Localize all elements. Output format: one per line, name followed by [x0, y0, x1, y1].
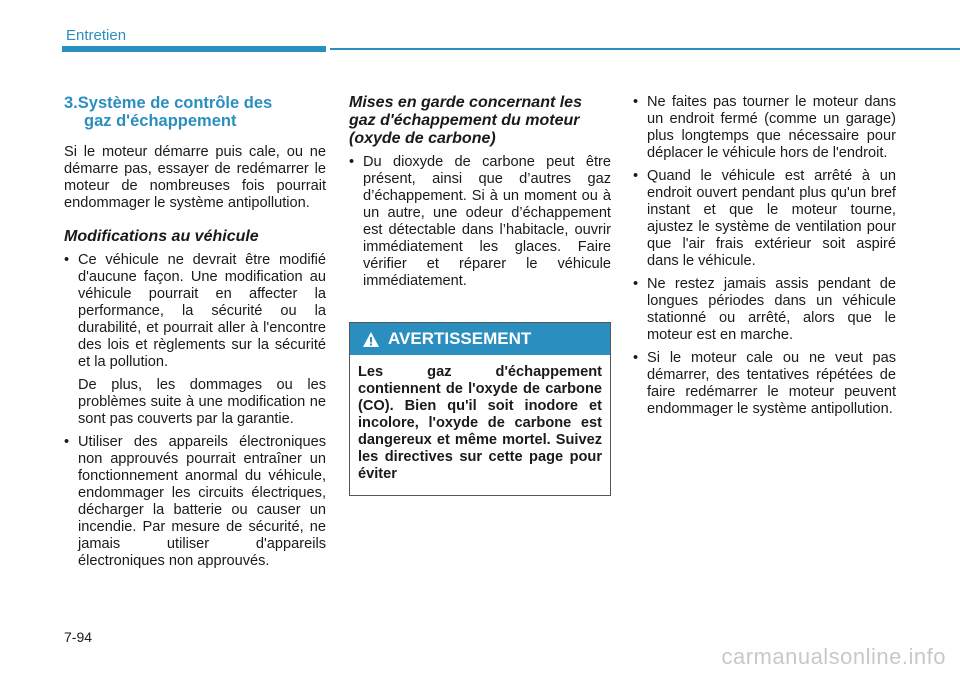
list-item: • Utiliser des appareils électroniques non approuvés pourrait entraîner un fonctionnement anormal du véhicule, endommager les circuits électriques, décharger la batterie ou causer un incendie. Par mesure de sécurité, ne jamais utiliser d'appareils électroniques non approuvés.: [64, 434, 326, 569]
list-item: • Si le moteur cale ou ne veut pas démarrer, des tentatives répétées de faire redémarrer le moteur peuvent endommager le système antipollution.: [633, 350, 896, 417]
list-item: • Ne restez jamais assis pendant de longues périodes dans un véhicule stationné ou arrêté, alors que le moteur est en marche.: [633, 276, 896, 343]
warning-text: Les gaz d'échappement contiennent de l'oxyde de carbone (CO). Bien qu'il soit inodore et incolore, l'oxyde de carbone est dangereux et même mortel. Suivez les directives sur cette page pour éviter: [358, 364, 602, 482]
list-item: • Quand le véhicule est arrêté à un endroit ouvert pendant plus qu'un bref instant et que le moteur tourne, ajustez le système de ventilation pour que l'air frais extérieur soit aspiré dans le véhicule.: [633, 168, 896, 269]
bullet-list: [633, 94, 896, 418]
column-middle: [349, 94, 611, 296]
subtitle-modifications: Modifications au véhicule: [64, 228, 259, 245]
watermark: carmanualsonline.info: [721, 644, 946, 669]
bullet-list: [349, 154, 611, 290]
list-item: • Ne faites pas tourner le moteur dans un endroit fermé (comme un garage) plus longtemps que nécessaire pour déplacer le véhicule hors de l'endroit.: [633, 94, 896, 161]
warning-header: [350, 323, 610, 355]
bullet-list: [64, 252, 326, 570]
section-header: Entretien: [66, 27, 127, 44]
section-title: 3.Système de contrôle des gaz d'échappement: [64, 94, 273, 130]
column-left: [64, 94, 326, 576]
intro-paragraph: Si le moteur démarre puis cale, ou ne démarre pas, essayer de redémarrer le moteur de nombreuses fois pourrait endommager le système antipollution.: [64, 144, 326, 211]
subtitle-exhaust: Mises en garde concernant les gaz d'échappement du moteur (oxyde de carbone): [349, 94, 582, 147]
header-rule-thick: [62, 46, 326, 52]
page-number: 7-94: [64, 629, 93, 645]
header-rule-thin: [330, 48, 960, 50]
list-item: • Du dioxyde de carbone peut être présent, ainsi que d’autres gaz d’échappement. Si à un moment ou à un autre, une odeur d’échappement est détectable dans l’habitacle, ouvrir immédiatement les glaces. Faire vérifier et réparer le véhicule immédiatement.: [349, 154, 611, 289]
warning-box: [349, 322, 611, 496]
warning-heading: AVERTISSEMENT: [388, 329, 532, 348]
list-item: • Ce véhicule ne devrait être modifié d'aucune façon. Une modification au véhicule pourrait en affecter la performance, la sécurité ou la durabilité, et pourrait aller à l'encontre des lois et règlements sur la sécurité et la pollution. De plus, les dommages ou les problèmes suite à une modification ne sont pas couverts par la garantie.: [64, 252, 326, 427]
warning-triangle-icon: [362, 331, 380, 348]
column-right: [633, 94, 896, 424]
